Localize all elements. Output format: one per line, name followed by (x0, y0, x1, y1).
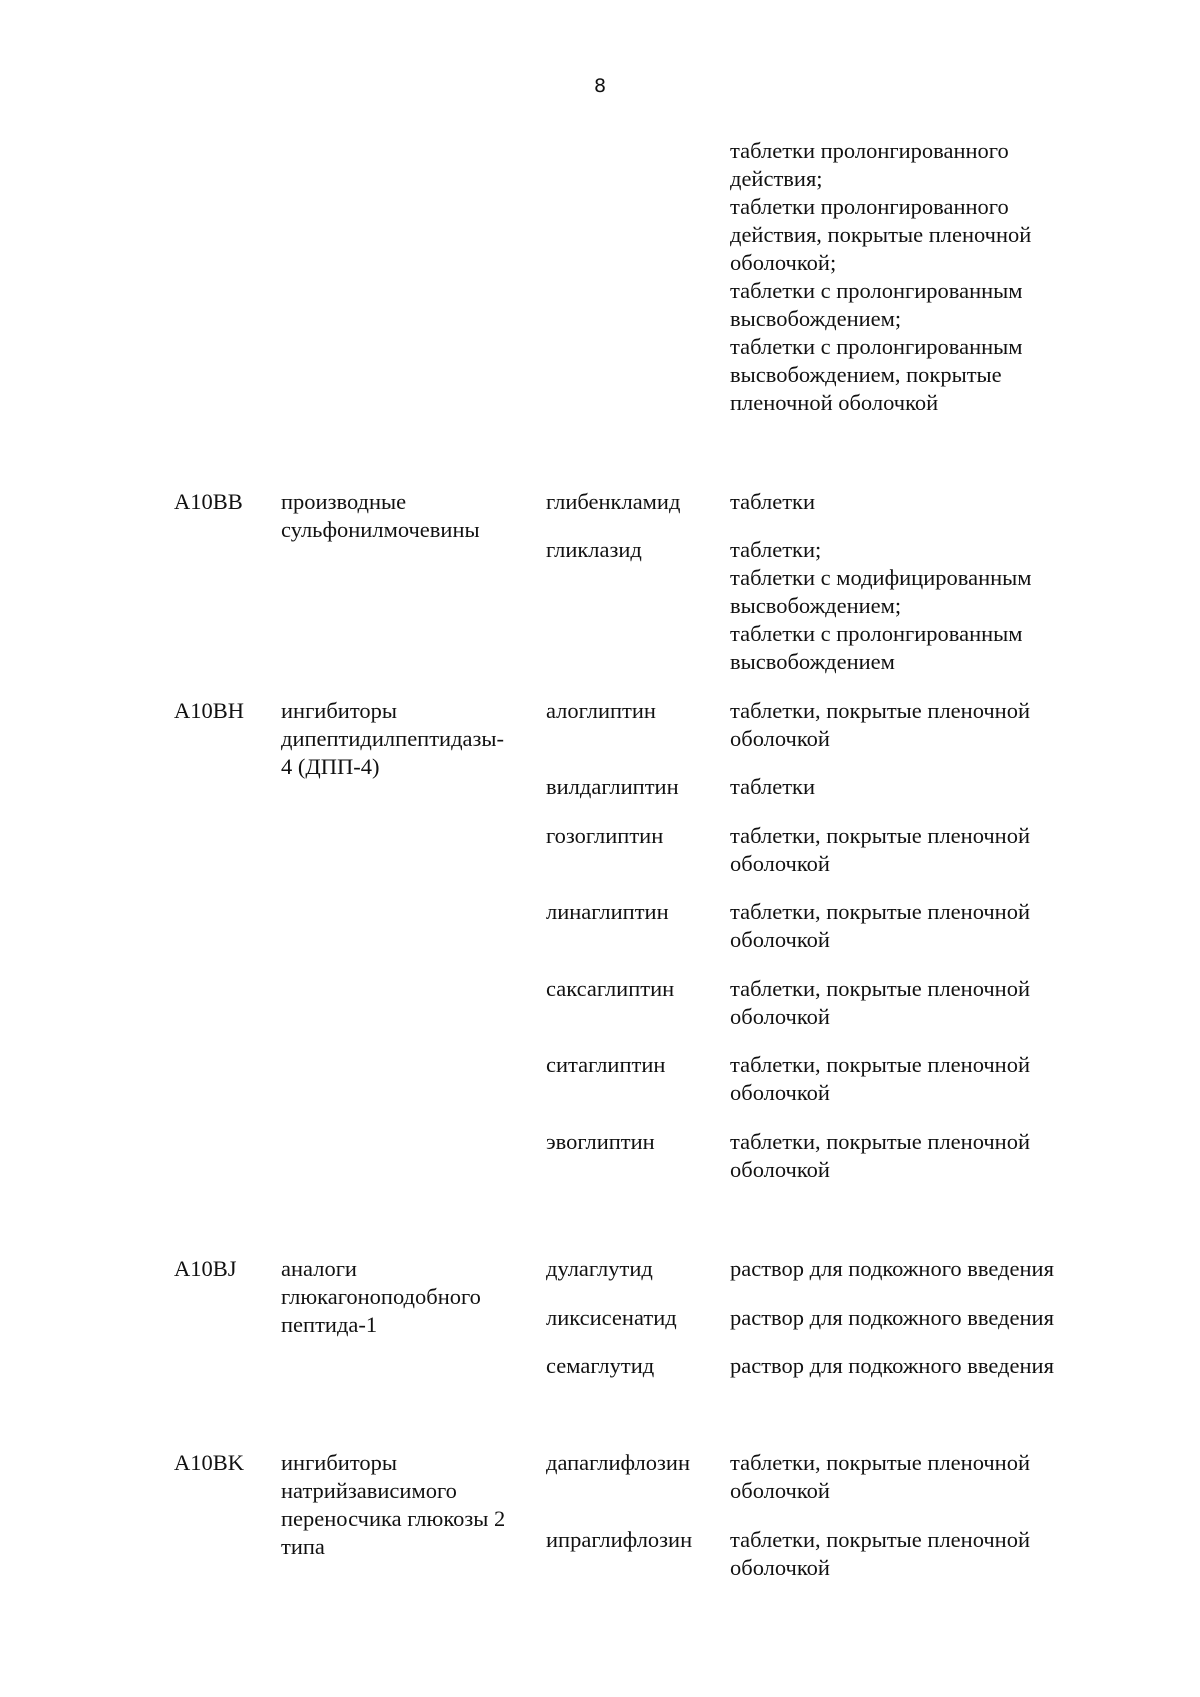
group-name-a10bh: ингибиторы дипептидилпептидазы- 4 (ДПП-4) (281, 698, 505, 779)
page-number: 8 (593, 75, 607, 97)
dosage-form: раствор для подкожного введения (730, 1305, 1054, 1330)
drug-name: дапаглифлозин (546, 1450, 690, 1475)
dosage-form: таблетки, покрытые пленочной оболочкой (730, 1129, 1031, 1182)
drug-name: алоглиптин (546, 698, 656, 723)
dosage-form: таблетки, покрытые пленочной оболочкой (730, 1527, 1031, 1580)
dosage-form: таблетки (730, 489, 816, 514)
group-name-a10bk: ингибиторы натрийзависимого переносчика глюкозы 2 типа (281, 1450, 506, 1559)
drug-name: семаглутид (546, 1353, 655, 1378)
dosage-form: таблетки, покрытые пленочной оболочкой (730, 1450, 1031, 1503)
dosage-form: таблетки; таблетки с модифицированным высвобождением; таблетки с пролонгированным высвобождением (730, 537, 1032, 674)
atc-code-a10bb: A10BB (174, 489, 243, 514)
drug-name: линаглиптин (546, 899, 669, 924)
dosage-form: таблетки, покрытые пленочной оболочкой (730, 1052, 1031, 1105)
dosage-form: таблетки, покрытые пленочной оболочкой (730, 823, 1031, 876)
atc-code-a10bj: A10BJ (174, 1256, 237, 1281)
drug-name: дулаглутид (546, 1256, 653, 1281)
drug-name: ликсисенатид (546, 1305, 677, 1330)
drug-name: гликлазид (546, 537, 642, 562)
dosage-form: таблетки (730, 774, 816, 799)
atc-code-a10bh: A10BH (174, 698, 245, 723)
group-name-a10bj: аналоги глюкагоноподобного пептида-1 (281, 1256, 481, 1337)
atc-code-a10bk: A10BK (174, 1450, 245, 1475)
dosage-form: таблетки, покрытые пленочной оболочкой (730, 899, 1031, 952)
drug-name: ситаглиптин (546, 1052, 666, 1077)
group-name-a10bb: производные сульфонилмочевины (281, 489, 480, 542)
dosage-form: раствор для подкожного введения (730, 1256, 1054, 1281)
drug-name: гозоглиптин (546, 823, 664, 848)
drug-name: эвоглиптин (546, 1129, 655, 1154)
drug-name: саксаглиптин (546, 976, 675, 1001)
continuation-dosage-form: таблетки пролонгированного действия; таблетки пролонгированного действия, покрытые пленочной оболочкой; таблетки с пролонгированным высвобождением; таблетки с пролонгированным высвобождением, покрытые пленочной оболочкой (730, 138, 1032, 415)
drug-name: вилдаглиптин (546, 774, 679, 799)
dosage-form: таблетки, покрытые пленочной оболочкой (730, 976, 1031, 1029)
dosage-form: раствор для подкожного введения (730, 1353, 1054, 1378)
drug-name: ипраглифлозин (546, 1527, 693, 1552)
drug-name: глибенкламид (546, 489, 681, 514)
dosage-form: таблетки, покрытые пленочной оболочкой (730, 698, 1031, 751)
